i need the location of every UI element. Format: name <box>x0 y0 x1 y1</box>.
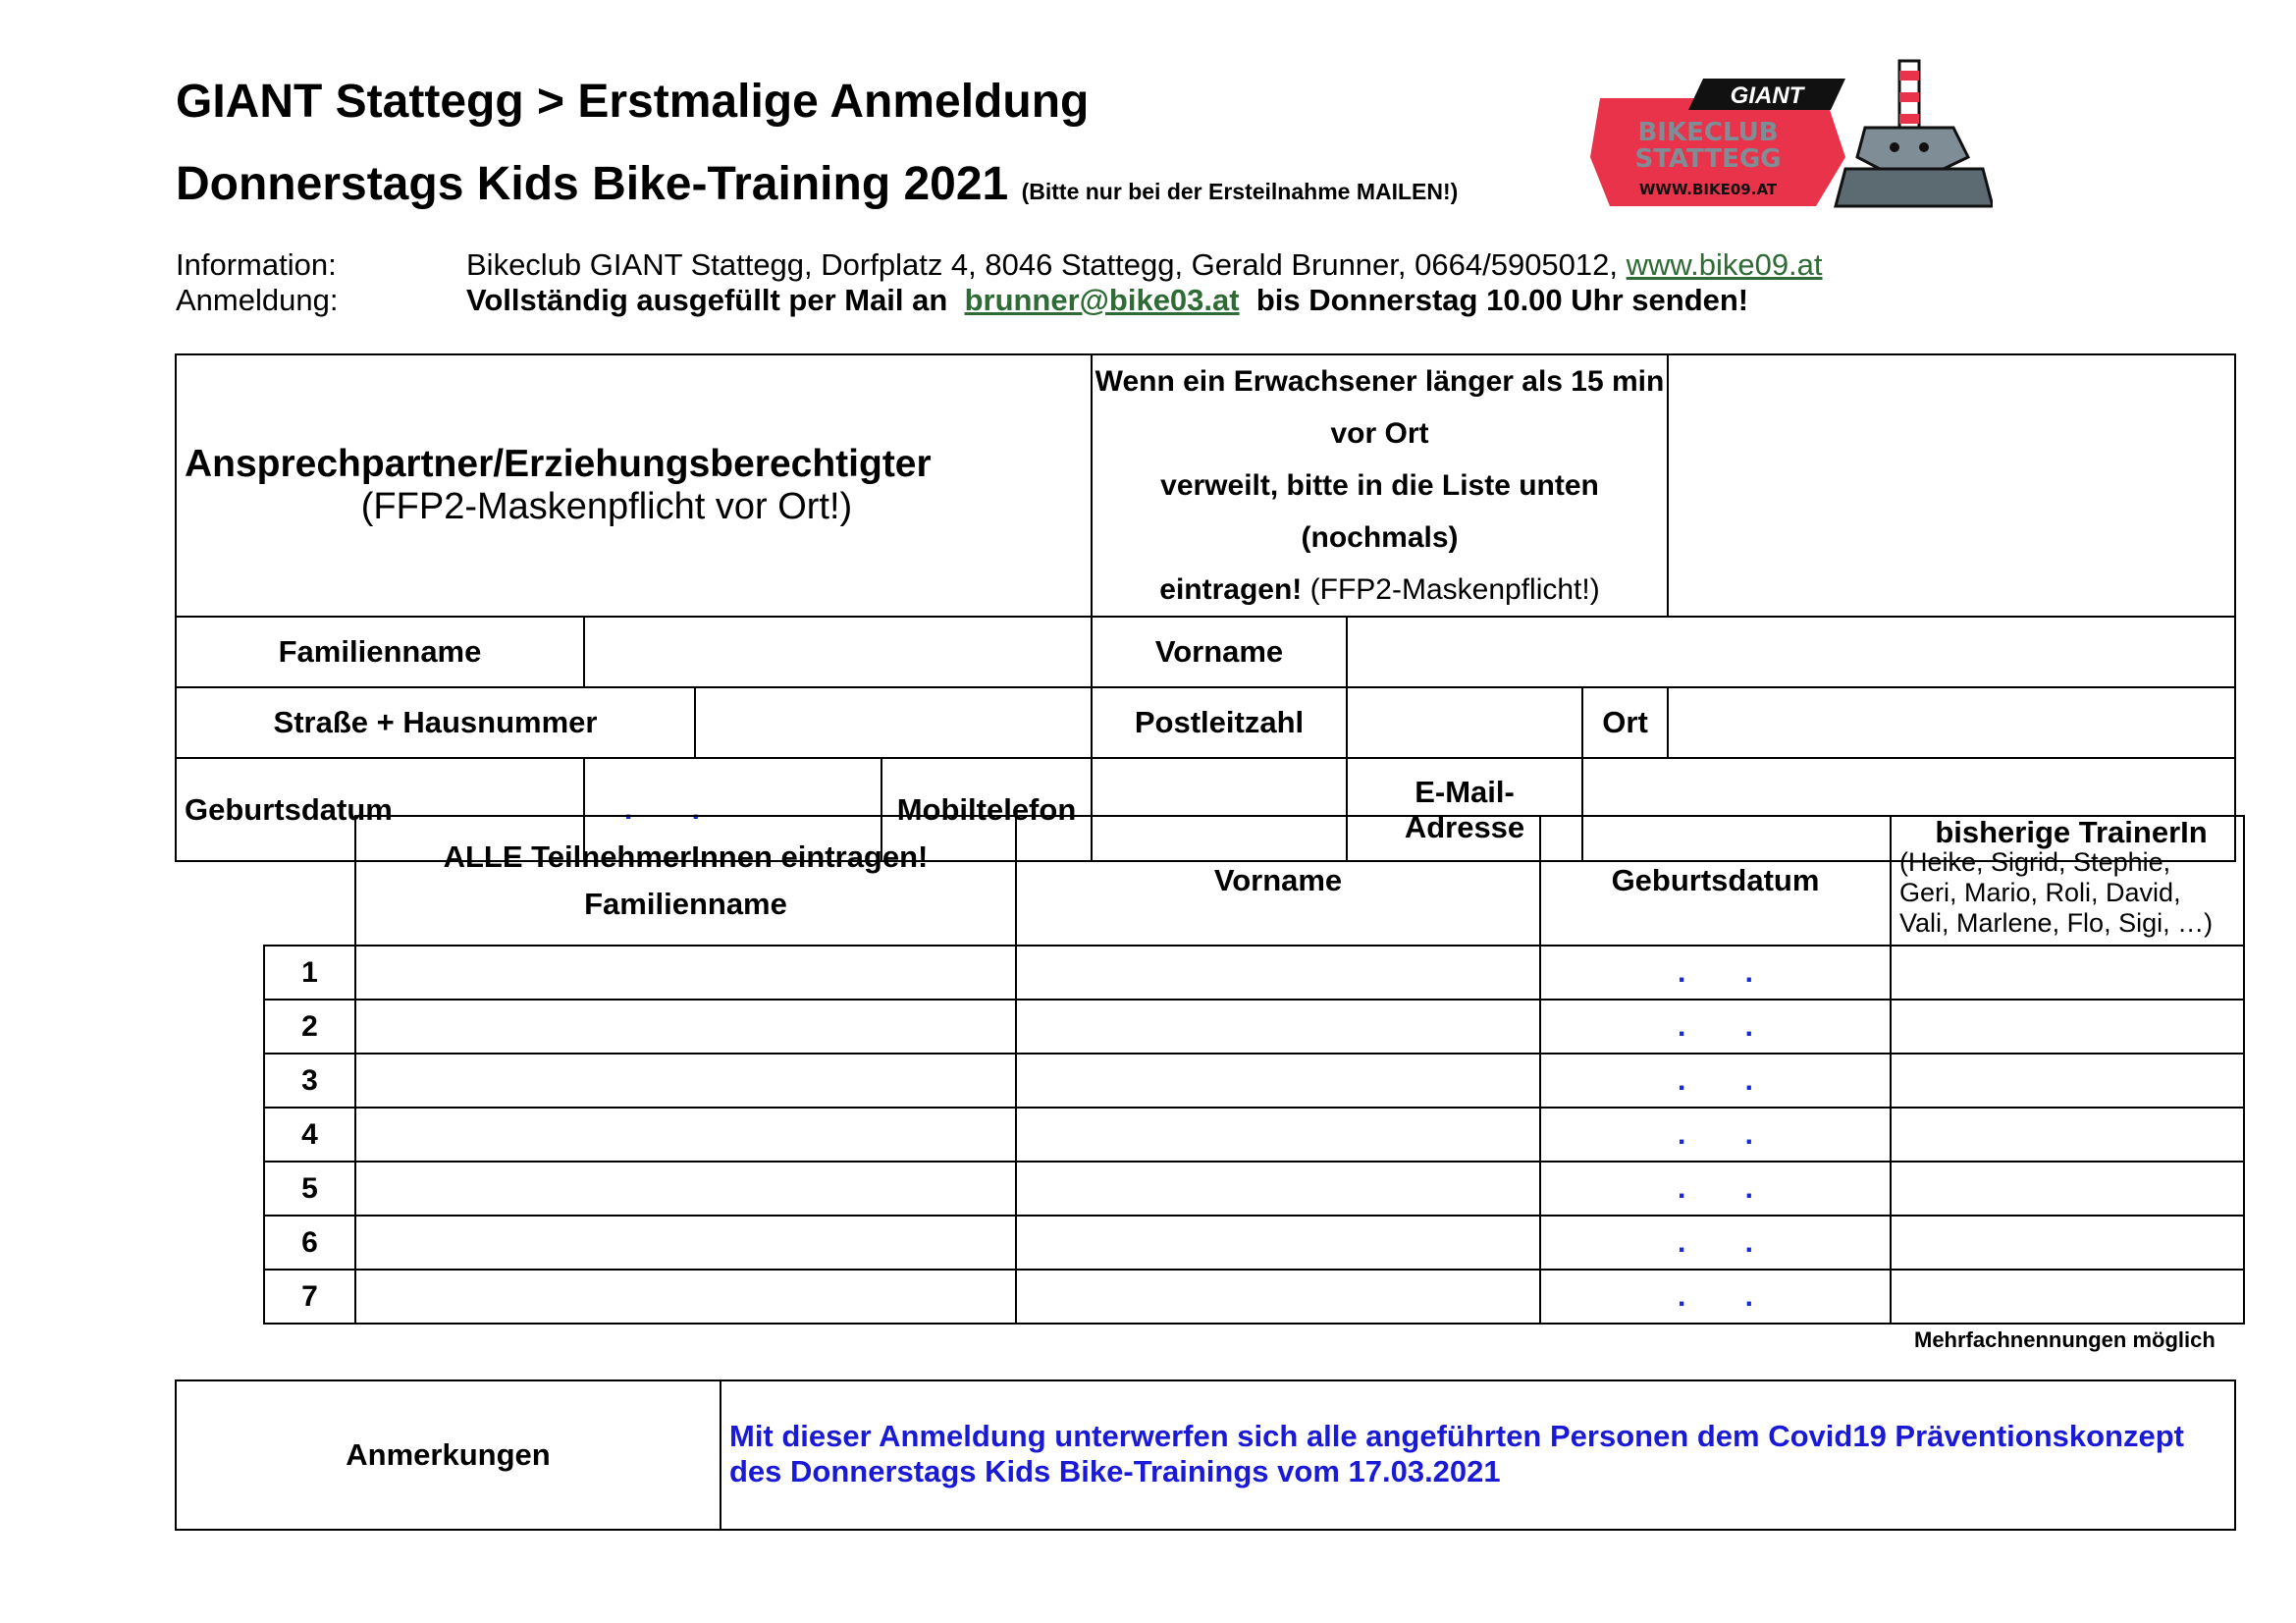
participant-geburtsdatum-field[interactable] <box>1540 1216 1891 1270</box>
table-row <box>264 1270 2244 1324</box>
plz-field[interactable] <box>1347 687 1582 758</box>
row-number-header <box>264 816 355 946</box>
contact-heading: Ansprechpartner/Erziehungsberechtigter <box>185 443 932 485</box>
mobil-label: Mobiltelefon <box>881 758 1092 861</box>
registration-label: Anmeldung: <box>176 283 339 317</box>
strasse-label: Straße + Hausnummer <box>176 687 695 758</box>
logo-club-line2: STATTEGG <box>1634 144 1782 174</box>
info-label: Information: <box>176 247 337 282</box>
participant-familienname-field[interactable] <box>355 946 1016 1000</box>
website-link[interactable]: www.bike09.at <box>1626 247 1823 282</box>
participant-vorname-field[interactable] <box>1016 1054 1540 1108</box>
trainer-column-header <box>1891 816 2244 946</box>
participant-trainer-field[interactable] <box>1891 1270 2244 1324</box>
table-row <box>264 1054 2244 1108</box>
table-row <box>264 1162 2244 1216</box>
trainer-column-title: bisherige TrainerIn <box>1935 815 2208 849</box>
participant-geburtsdatum-field[interactable] <box>1540 946 1891 1000</box>
row-number: 6 <box>264 1216 355 1270</box>
strasse-field[interactable] <box>695 687 1092 758</box>
bikeclub-logo <box>1580 59 1993 216</box>
ort-field[interactable] <box>1668 687 2235 758</box>
vorname-label: Vorname <box>1092 617 1347 687</box>
participant-geburtsdatum-field[interactable] <box>1540 1162 1891 1216</box>
participant-familienname-field[interactable] <box>355 1054 1016 1108</box>
participant-familienname-field[interactable] <box>355 1270 1016 1324</box>
remarks-text-line2: des Donnerstags Kids Bike-Trainings vom 17.03.2021 <box>729 1454 1501 1488</box>
info-text: Bikeclub GIANT Stattegg, Dorfplatz 4, 8046 Stattegg, Gerald Brunner, 0664/5905012, <box>466 247 1619 282</box>
email-label-line1: E-Mail- <box>1415 774 1515 809</box>
participant-familienname-field[interactable] <box>355 1108 1016 1162</box>
participant-geburtsdatum-field[interactable] <box>1540 1270 1891 1324</box>
vorname-column-header: Vorname <box>1016 816 1540 946</box>
logo-website: WWW.BIKE09.AT <box>1638 181 1778 198</box>
adult-note-cell <box>1092 354 1668 617</box>
row-number: 3 <box>264 1054 355 1108</box>
vorname-field[interactable] <box>1347 617 2235 687</box>
trainer-note-line1: (Heike, Sigrid, Stephie, <box>1899 847 2171 877</box>
date-separator-dots: . . <box>1677 1171 1779 1205</box>
participant-trainer-field[interactable] <box>1891 1108 2244 1162</box>
registration-text-before: Vollständig ausgefüllt per Mail an <box>466 283 948 317</box>
remarks-field[interactable] <box>721 1380 2235 1530</box>
participant-geburtsdatum-field[interactable] <box>1540 1108 1891 1162</box>
table-row <box>264 946 2244 1000</box>
table-row <box>264 1216 2244 1270</box>
info-line <box>466 247 1823 283</box>
date-separator-dots: . . <box>1677 1117 1779 1151</box>
table-row <box>264 1108 2244 1162</box>
participant-vorname-field[interactable] <box>1016 946 1540 1000</box>
contact-table <box>175 353 2236 862</box>
remarks-text-line1: Mit dieser Anmeldung unterwerfen sich alle angeführten Personen dem Covid19 Präventionskonzept <box>729 1419 2184 1453</box>
adult-note-line3-rest: (FFP2-Maskenpflicht!) <box>1309 573 1600 606</box>
adult-note-line3 <box>1093 564 1667 616</box>
row-number: 4 <box>264 1108 355 1162</box>
ort-label: Ort <box>1582 687 1668 758</box>
participant-trainer-field[interactable] <box>1891 1216 2244 1270</box>
adult-note-line3-bold: eintragen! <box>1159 573 1303 606</box>
date-separator-dots: . . <box>1677 1009 1779 1043</box>
registration-line <box>466 283 1748 318</box>
column-header-line1: ALLE TeilnehmerInnen eintragen! <box>443 839 929 874</box>
familienname-field[interactable] <box>584 617 1092 687</box>
multiple-entries-footnote: Mehrfachnennungen möglich <box>1914 1327 2216 1352</box>
plz-label: Postleitzahl <box>1092 687 1347 758</box>
logo-club-line1: BIKECLUB <box>1637 118 1779 147</box>
participant-vorname-field[interactable] <box>1016 1270 1540 1324</box>
participant-trainer-field[interactable] <box>1891 1162 2244 1216</box>
adult-entry-field[interactable] <box>1668 354 2235 617</box>
registration-text-after: bis Donnerstag 10.00 Uhr senden! <box>1255 283 1749 317</box>
table-row <box>264 1000 2244 1054</box>
subtitle-note: (Bitte nur bei der Ersteilnahme MAILEN!) <box>1021 179 1459 204</box>
date-separator-dots: . . <box>1677 1279 1779 1313</box>
geburtsdatum-label: Geburtsdatum <box>176 758 584 861</box>
date-separator-dots: . . <box>1677 1225 1779 1259</box>
page-subtitle <box>176 157 1458 211</box>
logo-graphic <box>1580 59 1993 216</box>
participant-familienname-field[interactable] <box>355 1000 1016 1054</box>
email-label-line2: Adresse <box>1404 809 1525 844</box>
participant-vorname-field[interactable] <box>1016 1216 1540 1270</box>
participant-trainer-field[interactable] <box>1891 1054 2244 1108</box>
participants-table <box>263 815 2245 1325</box>
date-separator-dots: . . <box>624 792 726 826</box>
participant-geburtsdatum-field[interactable] <box>1540 1054 1891 1108</box>
adult-note-line2: verweilt, bitte in die Liste unten (nochmals) <box>1160 469 1599 554</box>
participant-geburtsdatum-field[interactable] <box>1540 1000 1891 1054</box>
participant-vorname-field[interactable] <box>1016 1108 1540 1162</box>
familienname-column-header <box>355 816 1016 946</box>
date-separator-dots: . . <box>1677 1063 1779 1097</box>
participant-trainer-field[interactable] <box>1891 1000 2244 1054</box>
remarks-table <box>175 1380 2236 1531</box>
contact-heading-cell <box>176 354 1092 617</box>
participant-trainer-field[interactable] <box>1891 946 2244 1000</box>
row-number: 5 <box>264 1162 355 1216</box>
adult-note-line1: Wenn ein Erwachsener länger als 15 min vor Ort <box>1095 365 1665 450</box>
familienname-label: Familienname <box>176 617 584 687</box>
participant-familienname-field[interactable] <box>355 1216 1016 1270</box>
row-number: 1 <box>264 946 355 1000</box>
row-number: 7 <box>264 1270 355 1324</box>
participant-vorname-field[interactable] <box>1016 1162 1540 1216</box>
date-separator-dots: . . <box>1677 955 1779 989</box>
trainer-note-line3: Vali, Marlene, Flo, Sigi, …) <box>1899 908 2214 938</box>
contact-heading-note: (FFP2-Maskenpflicht vor Ort!) <box>360 486 853 527</box>
geburtsdatum-column-header: Geburtsdatum <box>1540 816 1891 946</box>
row-number: 2 <box>264 1000 355 1054</box>
column-header-line2: Familienname <box>584 887 787 921</box>
logo-brand: GIANT <box>1730 82 1804 109</box>
page-title: GIANT Stattegg > Erstmalige Anmeldung <box>176 76 1090 128</box>
remarks-label: Anmerkungen <box>176 1380 721 1530</box>
trainer-note-line2: Geri, Mario, Roli, David, <box>1899 878 2181 907</box>
subtitle-text: Donnerstags Kids Bike-Training 2021 <box>176 158 1009 210</box>
registration-email-link[interactable]: brunner@bike03.at <box>964 283 1240 317</box>
participant-vorname-field[interactable] <box>1016 1000 1540 1054</box>
participant-familienname-field[interactable] <box>355 1162 1016 1216</box>
participant-rows <box>264 946 2244 1324</box>
